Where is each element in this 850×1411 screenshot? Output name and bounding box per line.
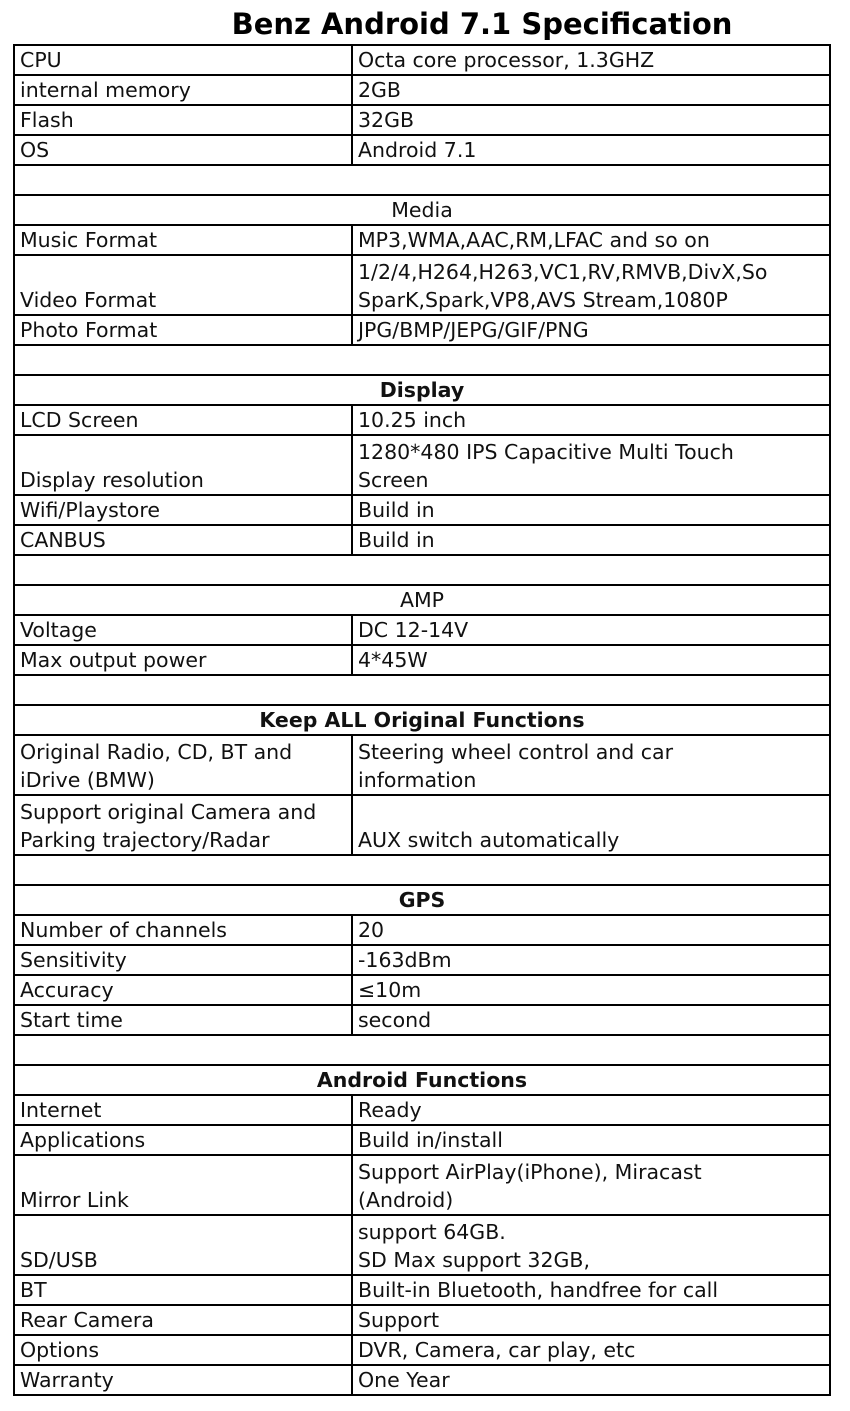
spacer-row: [14, 675, 830, 705]
spacer-row: [14, 1035, 830, 1065]
spacer-cell: [14, 345, 830, 375]
spec-row: [14, 945, 830, 975]
spec-label: Video Format: [14, 255, 352, 315]
spec-value: 10.25 inch: [352, 405, 830, 435]
spec-label: LCD Screen: [14, 405, 352, 435]
spec-value: 32GB: [352, 105, 830, 135]
spec-row: [14, 1095, 830, 1125]
spec-table-body: [14, 45, 830, 1395]
spec-value: Octa core processor, 1.3GHZ: [352, 45, 830, 75]
spec-row: [14, 45, 830, 75]
spec-row: [14, 735, 830, 795]
section-header: AMP: [14, 585, 830, 615]
spec-label: Max output power: [14, 645, 352, 675]
spec-row: [14, 1005, 830, 1035]
section-header-row: [14, 885, 830, 915]
section-header: Android Functions: [14, 1065, 830, 1095]
spec-label: internal memory: [14, 75, 352, 105]
spec-value: Android 7.1: [352, 135, 830, 165]
spec-value: Support: [352, 1305, 830, 1335]
spec-label: Music Format: [14, 225, 352, 255]
spacer-row: [14, 165, 830, 195]
spacer-cell: [14, 855, 830, 885]
spec-label: Mirror Link: [14, 1155, 352, 1215]
spec-row: [14, 225, 830, 255]
section-header: Keep ALL Original Functions: [14, 705, 830, 735]
spec-value: Build in/install: [352, 1125, 830, 1155]
spec-value: Ready: [352, 1095, 830, 1125]
spec-label: CANBUS: [14, 525, 352, 555]
section-header-row: [14, 195, 830, 225]
page-title-text: Benz Android 7.1 Specification: [231, 7, 733, 41]
spec-label: Applications: [14, 1125, 352, 1155]
spec-row: [14, 1365, 830, 1395]
spec-label: Options: [14, 1335, 352, 1365]
spec-value: One Year: [352, 1365, 830, 1395]
section-header: Media: [14, 195, 830, 225]
spec-value: 1280*480 IPS Capacitive Multi Touch Screen: [352, 435, 830, 495]
spec-value: DC 12-14V: [352, 615, 830, 645]
spec-row: [14, 975, 830, 1005]
spec-row: [14, 75, 830, 105]
page-title: [0, 6, 850, 42]
spec-row: [14, 135, 830, 165]
spec-row: [14, 1305, 830, 1335]
spec-value: JPG/BMP/JEPG/GIF/PNG: [352, 315, 830, 345]
spec-value: Build in: [352, 525, 830, 555]
spec-value: second: [352, 1005, 830, 1035]
section-header: GPS: [14, 885, 830, 915]
spec-row: [14, 1215, 830, 1275]
section-header-row: [14, 585, 830, 615]
spec-row: [14, 315, 830, 345]
spec-label: Original Radio, CD, BT and iDrive (BMW): [14, 735, 352, 795]
spec-label: Number of channels: [14, 915, 352, 945]
spec-row: [14, 915, 830, 945]
spacer-cell: [14, 165, 830, 195]
section-header-row: [14, 1065, 830, 1095]
spec-label: BT: [14, 1275, 352, 1305]
spec-value: -163dBm: [352, 945, 830, 975]
spec-row: [14, 495, 830, 525]
spec-value: support 64GB. SD Max support 32GB,: [352, 1215, 830, 1275]
spec-row: [14, 1275, 830, 1305]
spacer-cell: [14, 675, 830, 705]
section-header-row: [14, 375, 830, 405]
spec-label: SD/USB: [14, 1215, 352, 1275]
spacer-row: [14, 555, 830, 585]
spec-value: 1/2/4,H264,H263,VC1,RV,RMVB,DivX,So SparK,Spark,VP8,AVS Stream,1080P: [352, 255, 830, 315]
spec-label: Internet: [14, 1095, 352, 1125]
spec-label: Support original Camera and Parking trajectory/Radar: [14, 795, 352, 855]
spec-label: CPU: [14, 45, 352, 75]
spec-label: Warranty: [14, 1365, 352, 1395]
spec-label: Voltage: [14, 615, 352, 645]
spec-value: 2GB: [352, 75, 830, 105]
spec-value: ≤10m: [352, 975, 830, 1005]
spec-table: [13, 44, 831, 1396]
spec-label: Flash: [14, 105, 352, 135]
spec-row: [14, 405, 830, 435]
spec-label: Rear Camera: [14, 1305, 352, 1335]
spec-label: Photo Format: [14, 315, 352, 345]
spec-label: Accuracy: [14, 975, 352, 1005]
spec-value: AUX switch automatically: [352, 795, 830, 855]
spec-row: [14, 1125, 830, 1155]
spacer-row: [14, 855, 830, 885]
spec-value: Steering wheel control and car information: [352, 735, 830, 795]
spec-label: Start time: [14, 1005, 352, 1035]
spacer-row: [14, 345, 830, 375]
spec-value: Build in: [352, 495, 830, 525]
spec-value: Support AirPlay(iPhone), Miracast (Android): [352, 1155, 830, 1215]
spec-row: [14, 525, 830, 555]
spec-value: MP3,WMA,AAC,RM,LFAC and so on: [352, 225, 830, 255]
spec-value: DVR, Camera, car play, etc: [352, 1335, 830, 1365]
spec-row: [14, 795, 830, 855]
spec-label: Sensitivity: [14, 945, 352, 975]
spec-label: OS: [14, 135, 352, 165]
spec-value: 20: [352, 915, 830, 945]
spec-row: [14, 105, 830, 135]
spec-row: [14, 615, 830, 645]
spec-label: Wifi/Playstore: [14, 495, 352, 525]
spec-value: Built-in Bluetooth, handfree for call: [352, 1275, 830, 1305]
spec-row: [14, 645, 830, 675]
section-header-row: [14, 705, 830, 735]
section-header: Display: [14, 375, 830, 405]
spec-row: [14, 255, 830, 315]
spec-row: [14, 1335, 830, 1365]
spec-value: 4*45W: [352, 645, 830, 675]
spacer-cell: [14, 1035, 830, 1065]
spec-label: Display resolution: [14, 435, 352, 495]
spec-row: [14, 435, 830, 495]
spec-row: [14, 1155, 830, 1215]
spacer-cell: [14, 555, 830, 585]
